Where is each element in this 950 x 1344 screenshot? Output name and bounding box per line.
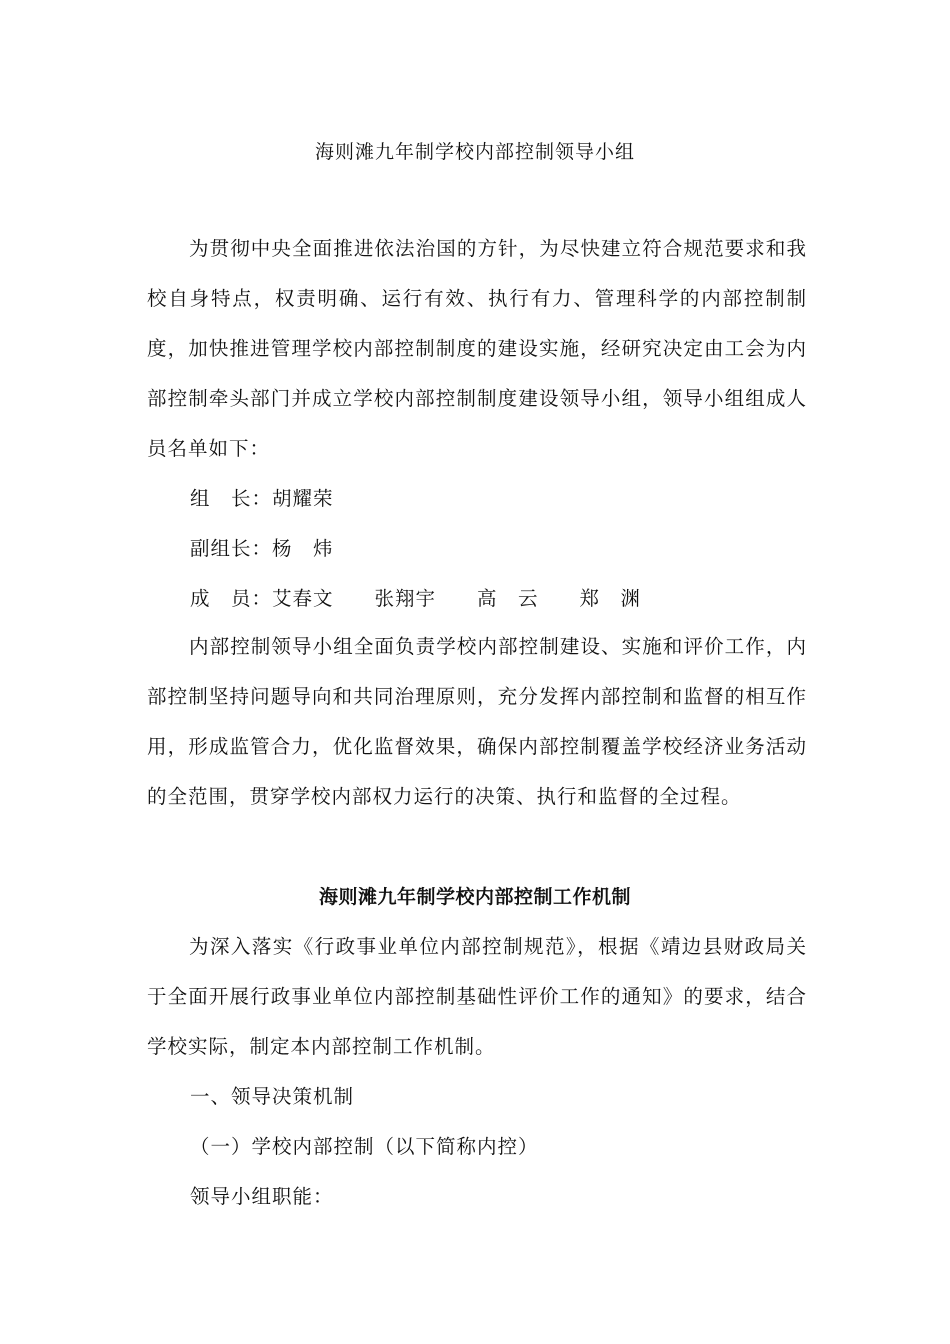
section-heading-decision-mechanism: 一、领导决策机制 [190,1085,355,1108]
members-line: 成 员：艾春文 张翔宇 高 云 郑 渊 [190,587,642,610]
paragraph-responsibilities: 内部控制领导小组全面负责学校内部控制建设、实施和评价工作，内部控制坚持问题导向和共同治理原则，充分发挥内部控制和监督的相互作用，形成监管合力，优化监督效果，确保内部控制覆盖学校经济业务活动的全范围，贯穿学校内部权力运行的决策、执行和监督的全过程。 [147,635,807,808]
deputy-leader-line: 副组长：杨 炜 [190,537,334,560]
paragraph-mechanism-intro: 为深入落实《行政事业单位内部控制规范》，根据《靖边县财政局关于全面开展行政事业单位内部控制基础性评价工作的通知》的要求，结合学校实际，制定本内部控制工作机制。 [147,935,807,1058]
heading-work-mechanism: 海则滩九年制学校内部控制工作机制 [318,886,631,908]
heading-leadership-group: 海则滩九年制学校内部控制领导小组 [314,141,635,163]
leader-line: 组 长：胡耀荣 [190,487,334,510]
paragraph-intro: 为贯彻中央全面推进依法治国的方针，为尽快建立符合规范要求和我校自身特点，权责明确、运行有效、执行有力、管理科学的内部控制制度，加快推进管理学校内部控制制度的建设实施，经研究决定由工会为内部控制牵头部门并成立学校内部控制制度建设领导小组，领导小组组成人员名单如下： [147,237,807,460]
subsection-heading-internal-control: （一）学校内部控制（以下简称内控） [190,1135,539,1158]
functions-label: 领导小组职能： [190,1185,334,1208]
